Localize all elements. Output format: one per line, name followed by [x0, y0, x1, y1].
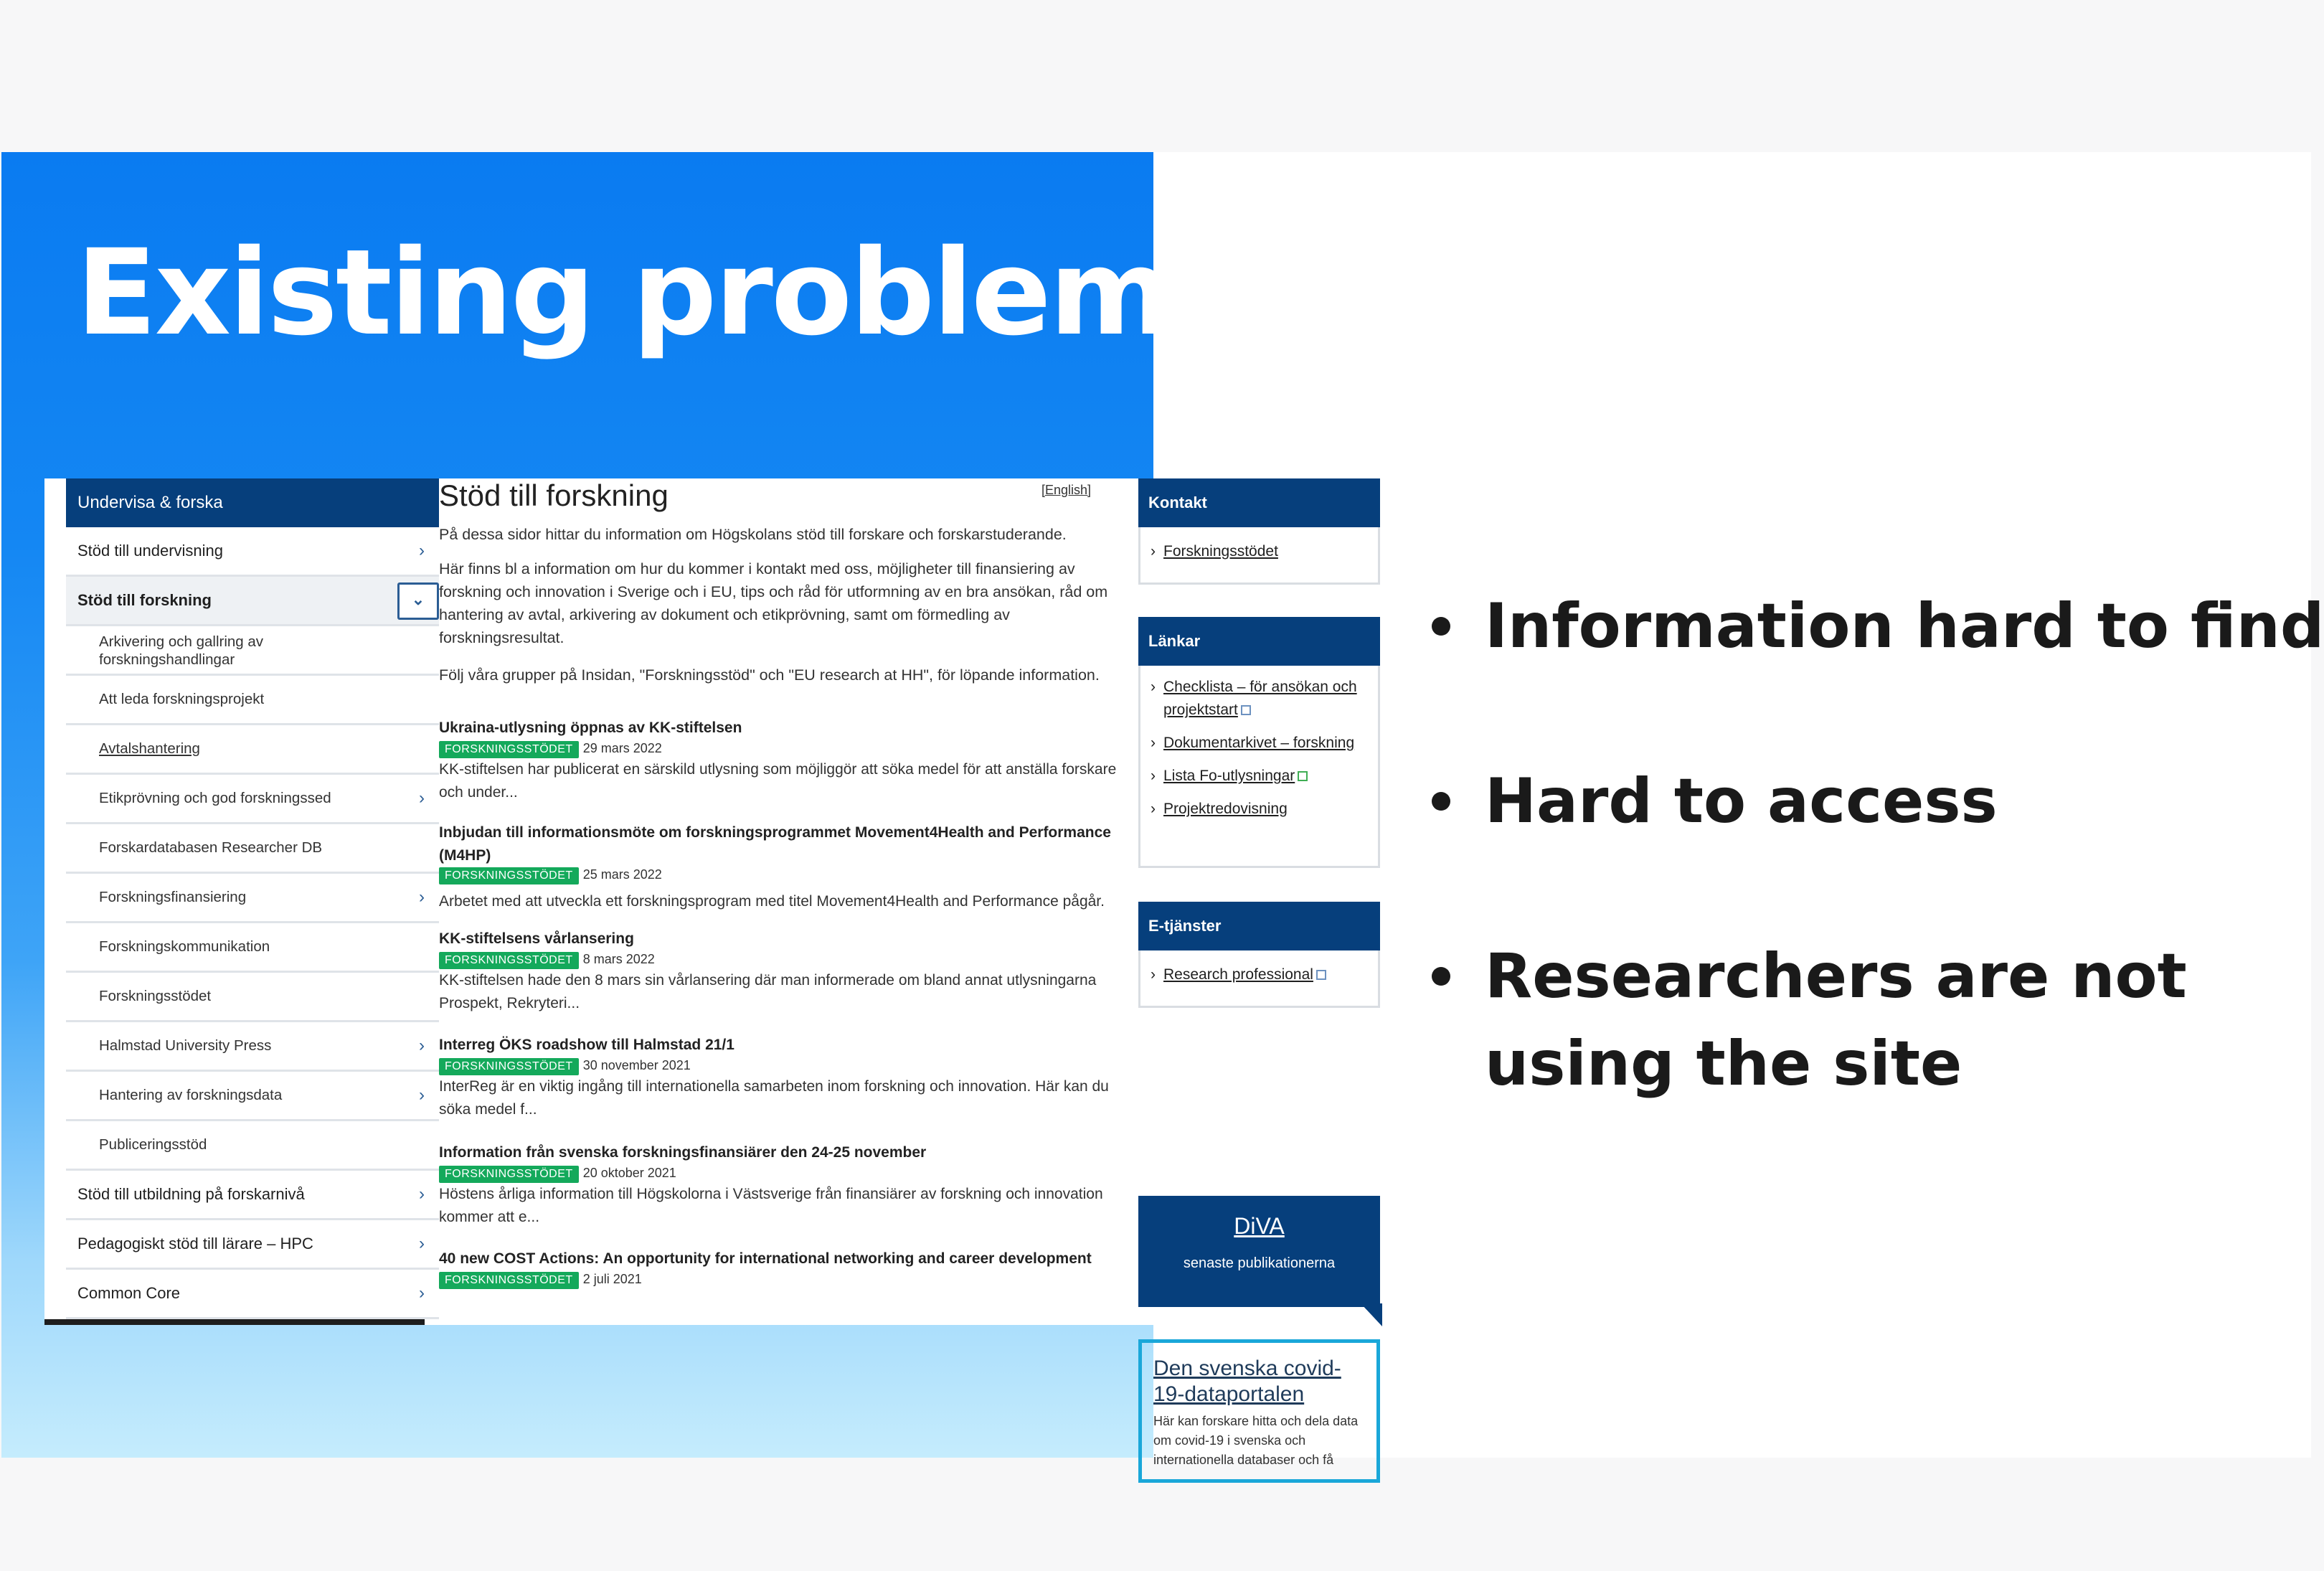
left-nav-item-label: Forskningsfinansiering [99, 889, 247, 905]
left-nav-item[interactable] [66, 1171, 439, 1220]
left-nav-item[interactable] [66, 973, 439, 1022]
left-nav-heading[interactable]: Undervisa & forska [66, 478, 439, 527]
news-date: 2 juli 2021 [582, 1272, 642, 1286]
slide: Existing problems Undervisa & forska Stöd till undervisning › Stöd till forskning ⌄ Arkivering och gallring av forskningshandlingar Att leda forskningsprojekt Avtalshantering Etikprövning och god forskningssed › Forskardatabasen Researcher DB Forskningsfinansiering › Forskningskommunikation Forskningsstödet Halmstad University Press › Hantering av forskningsdata › Publiceringsstöd Stöd till utbildning på forskarnivå › Pedagogiskt stöd till lärare – HPC › Common Core › Stöd till forskning [English] På dessa sidor hittar du information om Högskolans stöd till forskare och forskarstuderande. Här finns bl a information om hur du kommer i kontakt med oss, möjligheter till finansiering av forskning och innovation i Sverige och i EU, tips och råd för utformning av en bra ansökan, råd om hantering av avtal, arkivering av dokument och etikprövning, samt om förmedling av forskningsresultat. Följ våra grupper på Insidan, "Forskningsstöd" och "EU research at HH", för löpande information. Ukraina-utlysning öppnas av KK-stiftelsen FORSKNINGSSTÖDET 29 mars 2022 KK-stiftelsen har publicerat en särskild utlysning som möjliggör att söka medel för att anställa forskare och under... Inbjudan till informationsmöte om forskningsprogrammet Movement4Health and Performance (M4HP) FORSKNINGSSTÖDET 25 mars 2022 Arbetet med att utveckla ett forskningsprogram med titel Movement4Health and Performance pågår. KK-stiftelsens vårlansering FORSKNINGSSTÖDET 8 mars 2022 KK-stiftelsen hade den 8 mars sin vårlansering där man informerade om bland annat utlysningarna Prospekt, Rekryteri... Interreg ÖKS roadshow till Halmstad 21/1 FORSKNINGSSTÖDET 30 november 2021 InterReg är en viktig ingång till internationella samarbeten inom forskning och innovation. Här kan du söka medel f... Information från svenska forskningsfinansiärer den 24-25 november FORSKNINGSSTÖDET 20 oktober 2021 Höstens årliga information till Högskolorna i Västsverige från finansiärer av forskning och innovation kommer att e... 40 new COST Actions: An opportunity for international networking and career development FORSKNINGSSTÖDET 2 juli 2021 Kontakt › Forskningsstödet Länkar › Checklista – för ansökan och projektstart › Dokumentarkivet – forskning › Lista Fo-utlysningar › Projektredovisning E-tjänster › Research professional DiVA senaste publikationerna Den svenska covid-19-dataportalen Här kan forskare hitta och dela data om covid-19 i svenska och internationella databaser och få Information hard to find Hard to access Researchers are not using the site [1, 152, 2311, 1458]
news-title-link[interactable]: 40 new COST Actions: An opportunity for international networking and career development [439, 1250, 1092, 1267]
intro-paragraph: Följ våra grupper på Insidan, "Forskningsstöd" och "EU research at HH", för löpande information. [439, 666, 1100, 684]
left-nav-item-label: Forskardatabasen Researcher DB [99, 839, 323, 856]
arrow-icon: › [1151, 735, 1156, 751]
bullet-dot-icon [1432, 617, 1450, 636]
news-title-link[interactable]: Inbjudan till informationsmöte om forskningsprogrammet Movement4Health and Performance (M4HP) [439, 824, 1111, 864]
diva-subtitle: senaste publikationerna [1183, 1255, 1336, 1271]
english-link[interactable]: [English] [1041, 483, 1092, 497]
chevron-right-icon[interactable]: › [419, 541, 425, 560]
external-link-icon [1298, 771, 1308, 781]
arrow-icon: › [1151, 768, 1156, 784]
left-nav-item-label: Hantering av forskningsdata [99, 1087, 283, 1103]
news-title-link[interactable]: Information från svenska forskningsfinansiärer den 24-25 november [439, 1144, 927, 1161]
diva-title[interactable]: DiVA [1234, 1213, 1285, 1239]
website-screenshot [44, 478, 1361, 1467]
left-nav-item-label: Pedagogiskt stöd till lärare – HPC [77, 1235, 313, 1252]
left-nav-item[interactable] [66, 775, 439, 824]
news-excerpt: Arbetet med att utveckla ett forskningsprogram med titel Movement4Health and Performance pågår. [439, 893, 1105, 910]
news-title-link[interactable]: KK-stiftelsens vårlansering [439, 930, 634, 947]
chevron-right-icon[interactable]: › [419, 887, 425, 907]
arrow-icon: › [1151, 543, 1156, 560]
contact-box [1138, 478, 1380, 585]
page-heading: Stöd till forskning [439, 478, 669, 512]
link-fo-utlysningar[interactable]: › Lista Fo-utlysningar [1140, 765, 1371, 788]
arrow-icon: › [1151, 679, 1156, 695]
bullet-dot-icon [1432, 792, 1450, 811]
covid-portal-title[interactable]: Den svenska covid-19-dataportalen [1153, 1357, 1341, 1406]
covid-portal-box[interactable] [1138, 1339, 1380, 1483]
news-date: 30 november 2021 [582, 1058, 691, 1072]
chevron-right-icon[interactable]: › [419, 1234, 425, 1253]
left-nav-item-label: Att leda forskningsprojekt [99, 691, 265, 707]
chevron-right-icon[interactable]: › [419, 788, 425, 808]
left-nav-item[interactable] [66, 725, 439, 775]
left-nav [66, 478, 439, 1319]
left-nav-item[interactable] [66, 1072, 439, 1121]
left-nav-item-label: Arkivering och gallring av forskningshandlingar [99, 633, 264, 668]
chevron-right-icon[interactable]: › [419, 1085, 425, 1105]
left-nav-item-label: Stöd till forskning [77, 591, 212, 609]
speech-tail [1361, 1303, 1382, 1326]
link-research-professional[interactable]: › Research professional [1140, 963, 1378, 986]
left-nav-item[interactable] [66, 577, 439, 626]
category-badge[interactable]: FORSKNINGSSTÖDET [439, 1166, 579, 1183]
left-nav-item[interactable] [66, 676, 439, 725]
contact-heading: Kontakt [1138, 478, 1380, 527]
left-nav-item-label: Stöd till utbildning på forskarnivå [77, 1185, 305, 1203]
arrow-icon: › [1151, 966, 1156, 983]
category-badge[interactable]: FORSKNINGSSTÖDET [439, 867, 579, 884]
left-nav-item-label: Forskningskommunikation [99, 938, 270, 955]
news-meta [439, 1164, 676, 1183]
left-nav-item-label: Etikprövning och god forskningssed [99, 790, 331, 806]
left-nav-item[interactable] [66, 527, 439, 577]
chevron-down-icon[interactable]: ⌄ [397, 582, 439, 620]
left-nav-item-label: Publiceringsstöd [99, 1136, 207, 1153]
link-checklista[interactable]: › Checklista – för ansökan och projektstart [1140, 676, 1371, 722]
left-nav-item[interactable] [66, 1270, 439, 1319]
links-box [1138, 617, 1380, 868]
left-nav-item[interactable] [66, 626, 439, 676]
news-date: 20 oktober 2021 [582, 1166, 676, 1180]
news-meta [439, 1270, 642, 1289]
scrollbar[interactable] [44, 1319, 425, 1325]
left-nav-list [66, 527, 439, 1319]
category-badge[interactable]: FORSKNINGSSTÖDET [439, 741, 579, 758]
intro-paragraph: Här finns bl a information om hur du kommer i kontakt med oss, möjligheter till finansiering av forskning och innovation i Sverige och i EU, tips och råd för utformning av en bra ansökan, råd om hantering av avtal, arkivering av dokument och etikprövning, samt om förmedling av forskningsresultat. [439, 560, 1108, 646]
news-excerpt: KK-stiftelsen hade den 8 mars sin vårlansering där man informerade om bland annat utlysningarna Prospekt, Rekryteri... [439, 972, 1097, 1011]
news-date: 25 mars 2022 [582, 867, 662, 882]
intro-paragraph: På dessa sidor hittar du information om Högskolans stöd till forskare och forskarstuderande. [439, 526, 1067, 543]
arrow-icon: › [1151, 801, 1156, 817]
e-services-box [1138, 902, 1380, 1008]
news-excerpt: InterReg är en viktig ingång till internationella samarbeten inom forskning och innovation. Här kan du söka medel f... [439, 1078, 1109, 1118]
diva-banner[interactable] [1138, 1196, 1380, 1307]
slide-title: Existing problems [76, 224, 1239, 362]
covid-portal-text: Här kan forskare hitta och dela data om covid-19 i svenska och internationella databaser och få [1153, 1414, 1359, 1467]
external-link-icon [1241, 705, 1251, 715]
category-badge[interactable]: FORSKNINGSSTÖDET [439, 1058, 579, 1075]
left-nav-item-label: Avtalshantering [99, 740, 200, 757]
news-meta [439, 1057, 691, 1075]
news-excerpt: KK-stiftelsen har publicerat en särskild utlysning som möjliggör att söka medel för att anställa forskare och under... [439, 761, 1117, 801]
news-meta [439, 740, 662, 758]
chevron-right-icon[interactable]: › [419, 1036, 425, 1055]
news-date: 29 mars 2022 [582, 741, 662, 755]
left-nav-item[interactable] [66, 1121, 439, 1171]
e-services-heading: E-tjänster [1138, 902, 1380, 950]
left-nav-item-label: Common Core [77, 1284, 181, 1302]
category-badge[interactable]: FORSKNINGSSTÖDET [439, 952, 579, 969]
news-meta [439, 866, 662, 884]
left-nav-item[interactable] [66, 824, 439, 874]
left-nav-item-label: Forskningsstödet [99, 988, 212, 1004]
category-badge[interactable]: FORSKNINGSSTÖDET [439, 1272, 579, 1289]
link-dokumentarkivet[interactable]: › Dokumentarkivet – forskning [1140, 732, 1371, 755]
left-nav-item[interactable] [66, 1022, 439, 1072]
external-link-icon [1316, 970, 1326, 980]
left-nav-item-label: Stöd till undervisning [77, 542, 224, 560]
left-nav-item[interactable] [66, 1220, 439, 1270]
link-projektredovisning[interactable]: › Projektredovisning [1140, 798, 1371, 821]
chevron-right-icon[interactable]: › [419, 1184, 425, 1204]
chevron-right-icon[interactable]: › [419, 1283, 425, 1303]
news-title-link[interactable]: Interreg ÖKS roadshow till Halmstad 21/1 [439, 1037, 734, 1053]
bullet-dot-icon [1432, 967, 1450, 986]
left-nav-item[interactable] [66, 874, 439, 923]
left-nav-item-label: Halmstad University Press [99, 1037, 272, 1054]
left-nav-item[interactable] [66, 923, 439, 973]
news-meta [439, 950, 655, 969]
news-date: 8 mars 2022 [582, 952, 655, 966]
links-heading: Länkar [1138, 617, 1380, 666]
news-excerpt: Höstens årliga information till Högskolorna i Västsverige från finansiärer av forskning och innovation kommer att e... [439, 1186, 1103, 1225]
contact-link[interactable]: › Forskningsstödet [1140, 540, 1378, 563]
news-title-link[interactable]: Ukraina-utlysning öppnas av KK-stiftelsen [439, 720, 742, 736]
